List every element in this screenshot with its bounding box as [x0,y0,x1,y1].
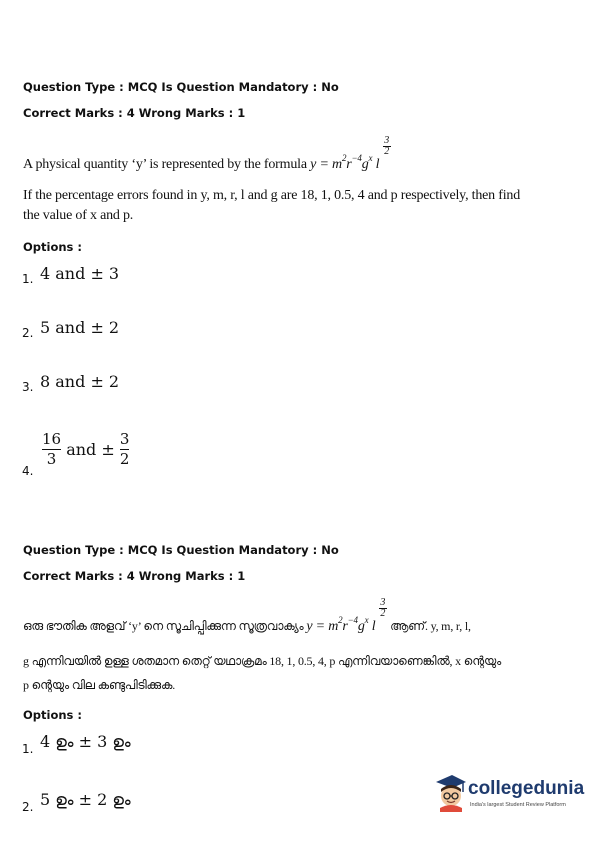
option-number: 1. [22,272,34,286]
q1-marks-line: Correct Marks : 4 Wrong Marks : 1 [23,106,246,120]
option-fraction-2: $\frac{3}{2}$ [119,430,130,468]
option-text: 5 and ± 2 [40,318,120,337]
q1-type-line: Question Type : MCQ Is Question Mandatory : No [23,80,339,94]
option-text: 4 ഉം ± 3 ഉം [40,732,131,751]
q2-text-line1: ഒരു ഭൗതിക അളവ് ‘y’ നെ സൂചിപ്പിക്കുന്ന സൂത്രവാക്യം $y = m^2r^{-4}g^x$ l $\frac{3}{2}$ ആണ്. y, m, r, l, [23,597,471,634]
option-text: 4 and ± 3 [40,264,120,283]
q1-formula-exponent: $\frac{3}{2}$ [384,135,390,157]
q1-text-intro: A physical quantity ‘y’ is represented by the formula [23,157,307,172]
q1-option-4[interactable] [22,430,222,480]
logo-tagline: India's largest Student Review Platform [470,802,566,808]
q2-formula-exponent: $\frac{3}{2}$ [380,597,386,619]
q2-text-line2: g എന്നിവയിൽ ഉള്ള ശതമാന തെറ്റ് യഥാക്രമം 18, 1, 0.5, 4, p എന്നിവയാണെങ്കിൽ, x ന്റെയും [23,654,502,668]
q2-formula: $y = m^2r^{-4}g^x$ l $\frac{3}{2}$ [306,597,386,634]
q1-text-line2: If the percentage errors found in y, m, r, l and g are 18, 1, 0.5, 4 and p respectively, then find [23,188,521,203]
q2-marks-line: Correct Marks : 4 Wrong Marks : 1 [23,569,246,583]
option-number: 2. [22,800,34,814]
q2-text-line3: p ന്റെയും വില കണ്ടുപിടിക്കുക. [23,678,175,692]
collegedunia-logo[interactable] [432,770,585,830]
option-number: 3. [22,380,34,394]
option-number: 4. [22,464,34,478]
option-fraction-1: $\frac{16}{3}$ [42,430,62,468]
option-text: 8 and ± 2 [40,372,120,391]
q2-options-label: Options : [23,708,82,722]
q1-text-line1 [23,135,391,173]
q1-formula: $y = m^2r^{-4}g^x$ l $\frac{3}{2}$ [310,135,390,172]
option-number: 2. [22,326,34,340]
option-number: 1. [22,742,34,756]
student-mascot-icon [432,772,468,812]
option-text: 5 ഉം ± 2 ഉം [40,790,131,809]
q1-options-label: Options : [23,240,82,254]
logo-wordmark: collegedunia [468,778,585,799]
q2-type-line: Question Type : MCQ Is Question Mandatory : No [23,543,339,557]
q1-text-line3: the value of x and p. [23,208,134,223]
option-text: $\frac{16}{3}$ and ± $\frac{3}{2}$ [42,430,130,468]
